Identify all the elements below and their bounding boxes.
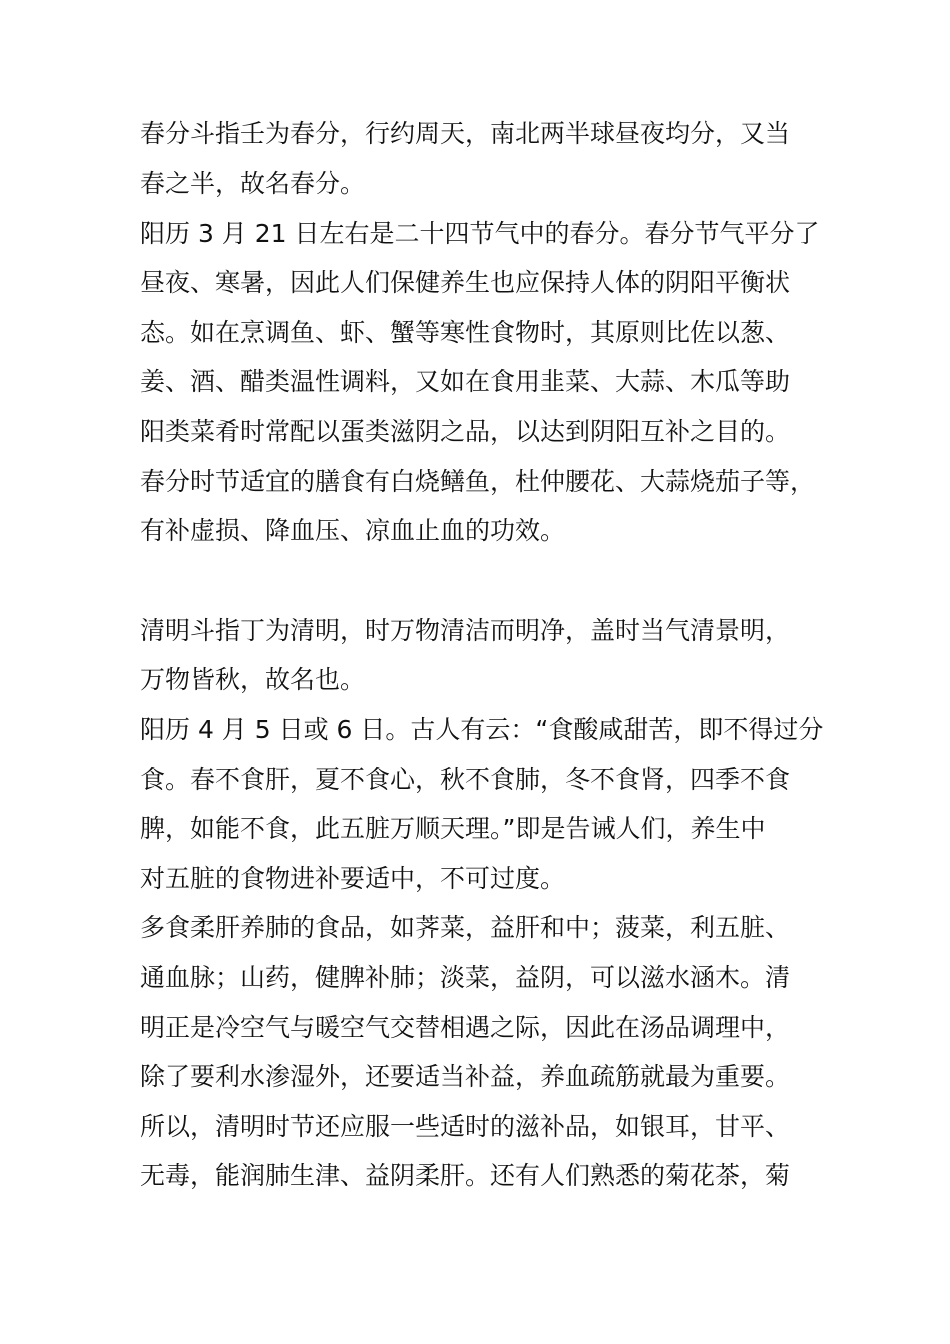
chunfen-paragraph-line-7: 阳类菜肴时常配以蛋类滋阴之品，以达到阴阳互补之目的。 xyxy=(140,417,791,446)
chunfen-paragraph-line-8: 春分时节适宜的膳食有白烧鳝鱼，杜仲腰花、大蒜烧茄子等， xyxy=(140,467,816,496)
chunfen-paragraph-line-4: 昼夜、寒暑，因此人们保健养生也应保持人体的阴阳平衡状 xyxy=(140,268,791,297)
chunfen-paragraph-line-3: 阳历 3 月 21 日左右是二十四节气中的春分。春分节气平分了 xyxy=(140,219,820,248)
chunfen-paragraph-line-1: 春分斗指壬为春分，行约周天，南北两半球昼夜均分，又当 xyxy=(140,119,791,148)
chunfen-paragraph-line-2: 春之半，故名春分。 xyxy=(140,169,366,198)
qingming-paragraph-line-3: 阳历 4 月 5 日或 6 日。古人有云：“食酸咸甜苦，即不得过分 xyxy=(140,715,824,744)
chunfen-paragraph-line-6: 姜、酒、醋类温性调料，又如在食用韭菜、大蒜、木瓜等助 xyxy=(140,367,791,396)
chunfen-paragraph-line-9: 有补虚损、降血压、凉血止血的功效。 xyxy=(140,516,566,545)
qingming-paragraph-line-6: 对五脏的食物进补要适中，不可过度。 xyxy=(140,864,566,893)
qingming-paragraph-line-7: 多食柔肝养肺的食品，如荠菜，益肝和中；菠菜，利五脏、 xyxy=(140,913,791,942)
qingming-paragraph-line-8: 通血脉；山药，健脾补肺；淡菜，益阴，可以滋水涵木。清 xyxy=(140,963,791,992)
qingming-paragraph-line-12: 无毒，能润肺生津、益阴柔肝。还有人们熟悉的菊花茶，菊 xyxy=(140,1161,791,1190)
qingming-paragraph-line-11: 所以，清明时节还应服一些适时的滋补品，如银耳，甘平、 xyxy=(140,1112,791,1141)
qingming-paragraph-line-5: 脾，如能不食，此五脏万顺天理。”即是告诫人们，养生中 xyxy=(140,814,766,843)
qingming-paragraph-line-4: 食。春不食肝，夏不食心，秋不食肺，冬不食肾，四季不食 xyxy=(140,765,791,794)
qingming-paragraph-line-9: 明正是冷空气与暖空气交替相遇之际，因此在汤品调理中， xyxy=(140,1013,791,1042)
qingming-paragraph-line-10: 除了要利水渗湿外，还要适当补益，养血疏筋就最为重要。 xyxy=(140,1062,791,1091)
chunfen-paragraph-line-5: 态。如在烹调鱼、虾、蟹等寒性食物时，其原则比佐以葱、 xyxy=(140,318,791,347)
qingming-paragraph-line-2: 万物皆秋，故名也。 xyxy=(140,665,366,694)
qingming-paragraph-line-1: 清明斗指丁为清明，时万物清洁而明净，盖时当气清景明， xyxy=(140,616,791,645)
